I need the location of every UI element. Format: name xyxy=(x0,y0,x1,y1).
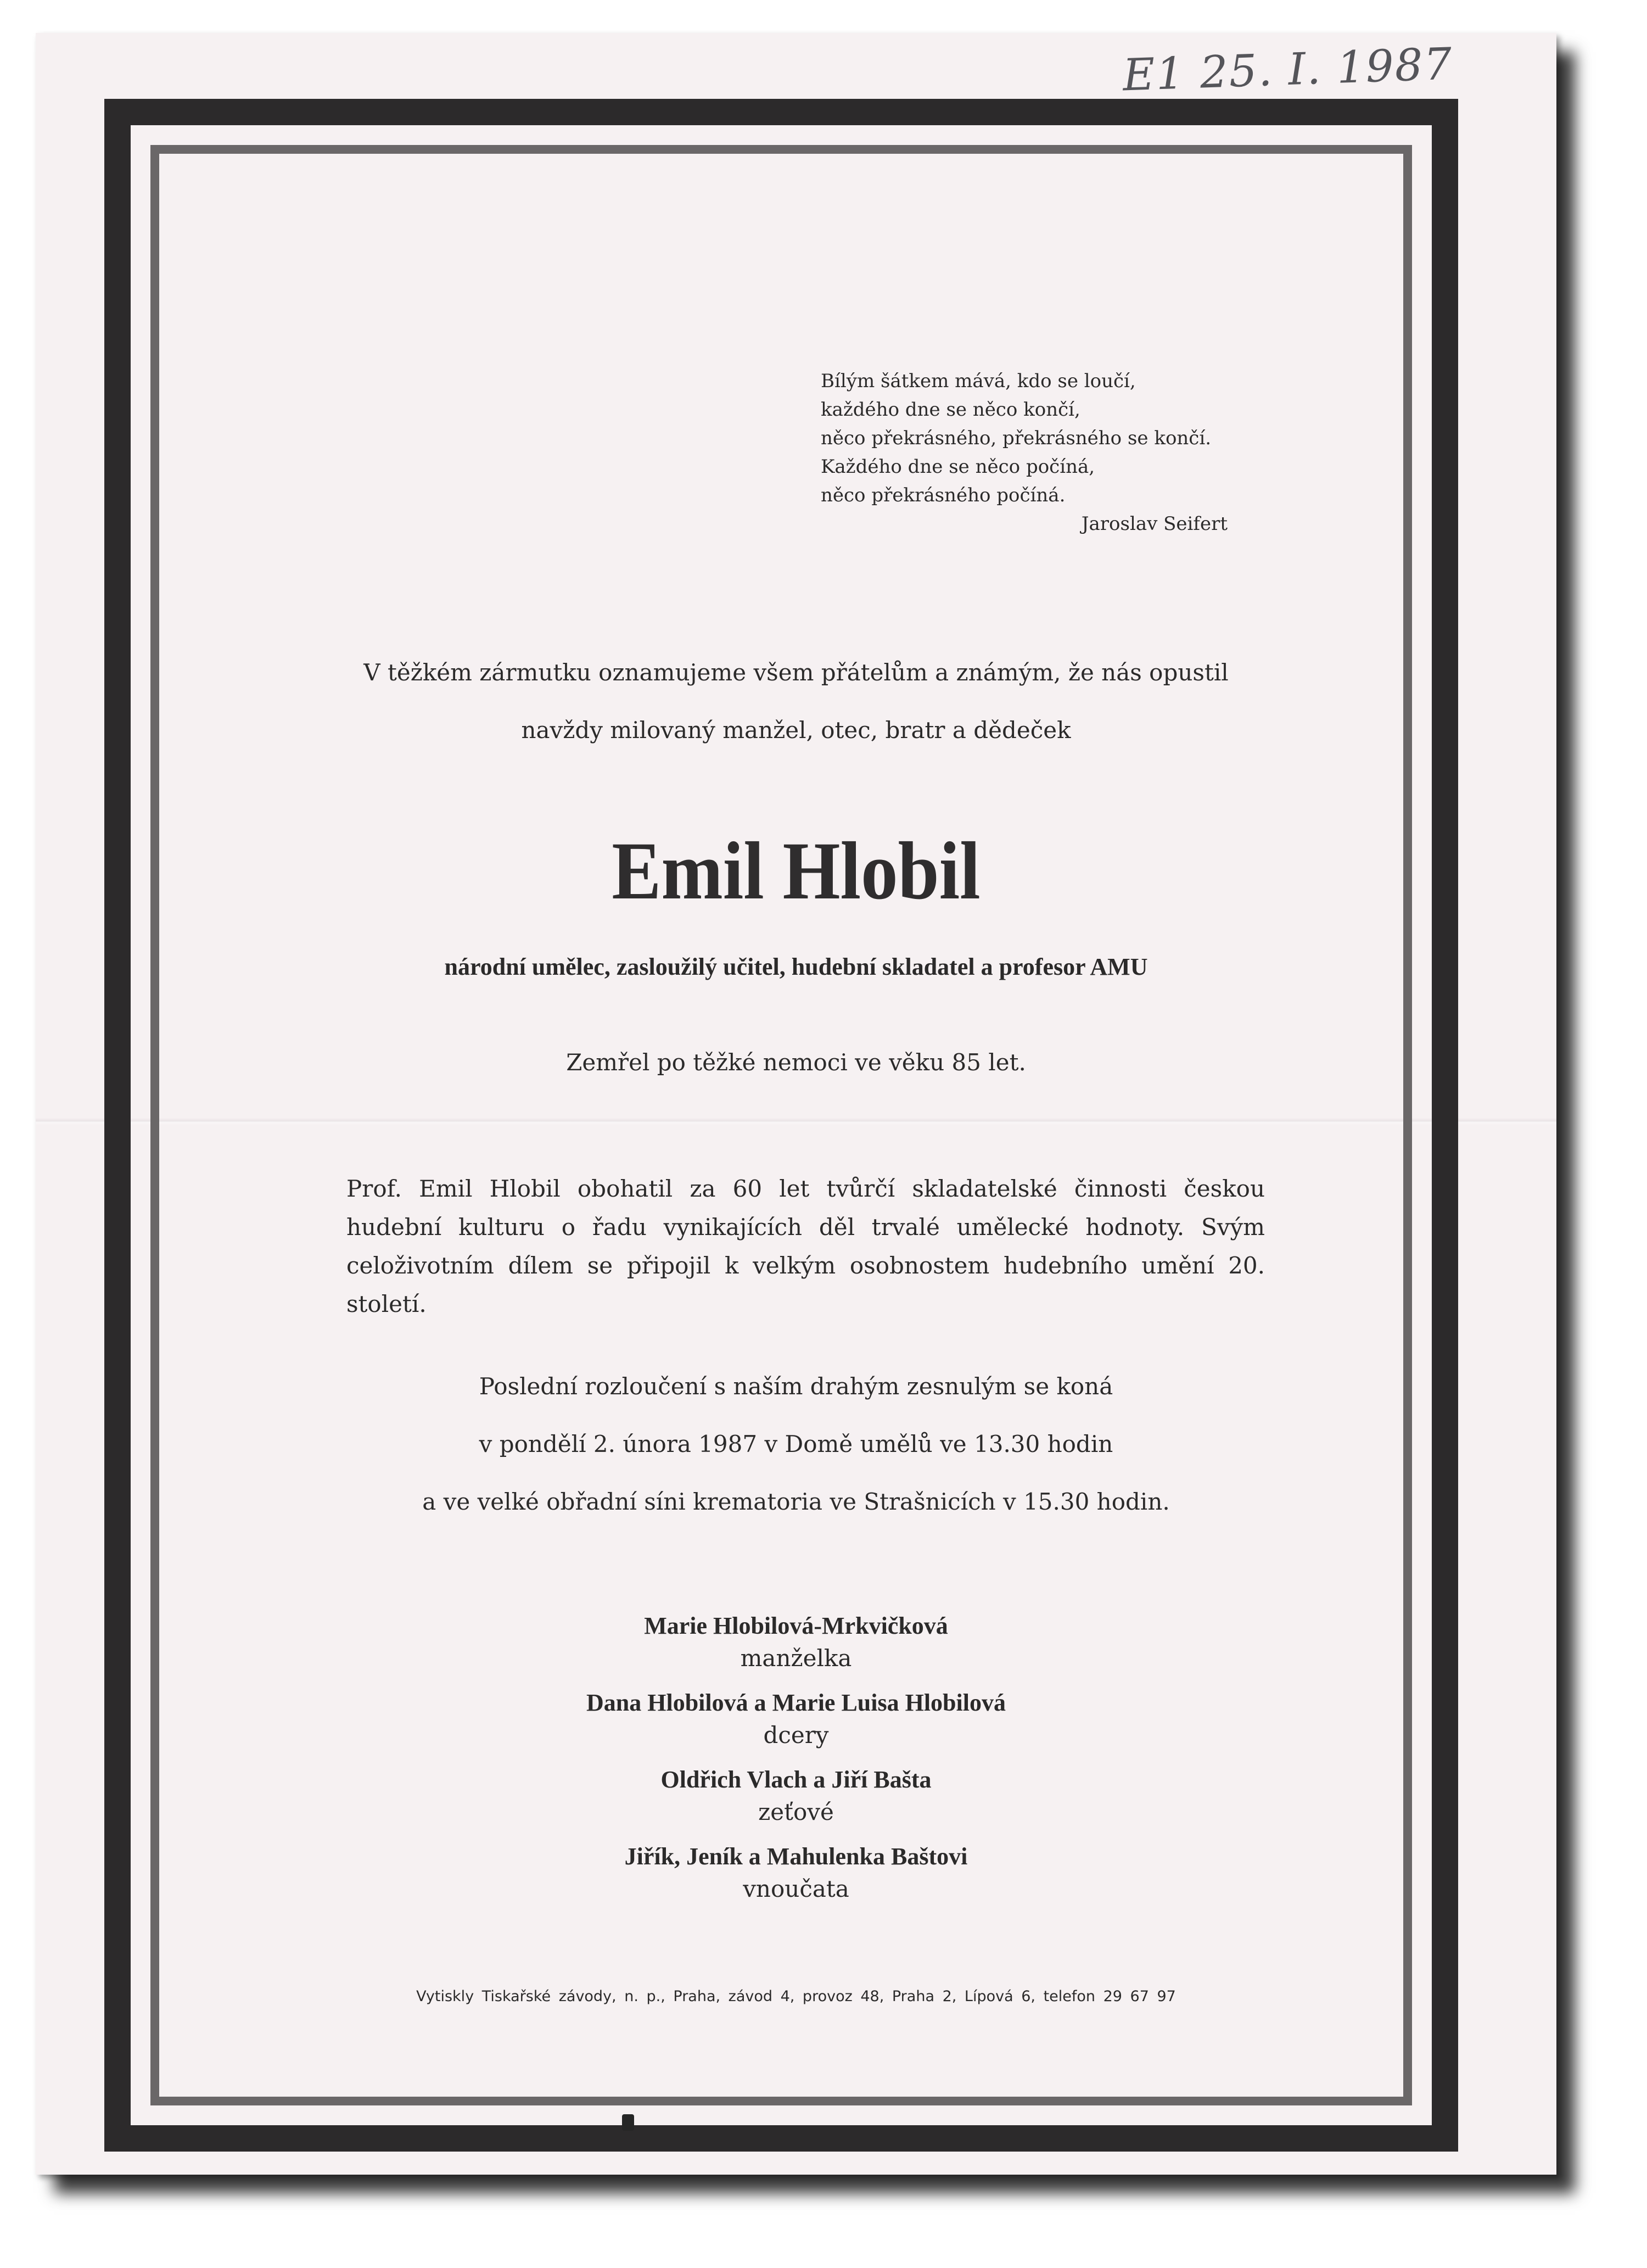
announcement-line-1: V těžkém zármutku oznamujeme všem přátelům a známým, že nás opustil xyxy=(363,659,1229,686)
announcement-line-2: navždy milovaný manžel, otec, bratr a dědeček xyxy=(521,717,1071,744)
poem-line: Každého dne se něco počíná, xyxy=(821,456,1095,478)
family-member-names: Marie Hlobilová-Mrkvičková xyxy=(644,1612,948,1639)
poem-author: Jaroslav Seifert xyxy=(1081,513,1228,535)
ceremony-line-2: v pondělí 2. února 1987 v Domě umělů ve 13.30 hodin xyxy=(479,1431,1113,1457)
ceremony-line-3: a ve velké obřadní síni krematoria ve Strašnicích v 15.30 hodin. xyxy=(422,1488,1170,1515)
poem-line: něco překrásného, překrásného se končí. xyxy=(821,427,1212,449)
poem-line: Bílým šátkem mává, kdo se loučí, xyxy=(821,370,1136,392)
deceased-name: Emil Hlobil xyxy=(612,825,981,917)
ceremony-line-1: Poslední rozloučení s naším drahým zesnulým se koná xyxy=(479,1373,1113,1400)
handwritten-annotation: E1 25. I. 1987 xyxy=(1122,38,1454,101)
biography-paragraph: Prof. Emil Hlobil obohatil za 60 let tvůrčí skladatelské činnosti českou hudební kulturu o řadu vynikajících děl trvalé umělecké hodnoty. Svým celoživotním dílem se připojil k velkým osobnostem hudebního umění 20. století. xyxy=(346,1175,1265,1317)
deceased-titles: národní umělec, zasloužilý učitel, hudební skladatel a profesor AMU xyxy=(444,953,1148,980)
obituary-sheet xyxy=(36,33,1556,2175)
family-relation: zeťové xyxy=(758,1798,834,1825)
family-relation: vnoučata xyxy=(743,1875,849,1902)
printer-imprint: Vytiskly Tiskařské závody, n. p., Praha, závod 4, provoz 48, Praha 2, Lípová 6, telefon 29 67 97 xyxy=(416,1988,1176,2005)
family-relation: dcery xyxy=(763,1722,829,1749)
family-member-names: Jiřík, Jeník a Mahulenka Baštovi xyxy=(624,1843,968,1870)
family-member-names: Oldřich Vlach a Jiří Bašta xyxy=(660,1766,932,1793)
poem-line: něco překrásného počíná. xyxy=(821,484,1066,506)
family-member-names: Dana Hlobilová a Marie Luisa Hlobilová xyxy=(586,1689,1006,1716)
pin-mark xyxy=(622,2114,634,2131)
age-note: Zemřel po těžké nemoci ve věku 85 let. xyxy=(566,1049,1026,1076)
family-relation: manželka xyxy=(740,1645,852,1672)
poem-line: každého dne se něco končí, xyxy=(821,399,1080,421)
poem-epigraph xyxy=(821,367,1228,538)
